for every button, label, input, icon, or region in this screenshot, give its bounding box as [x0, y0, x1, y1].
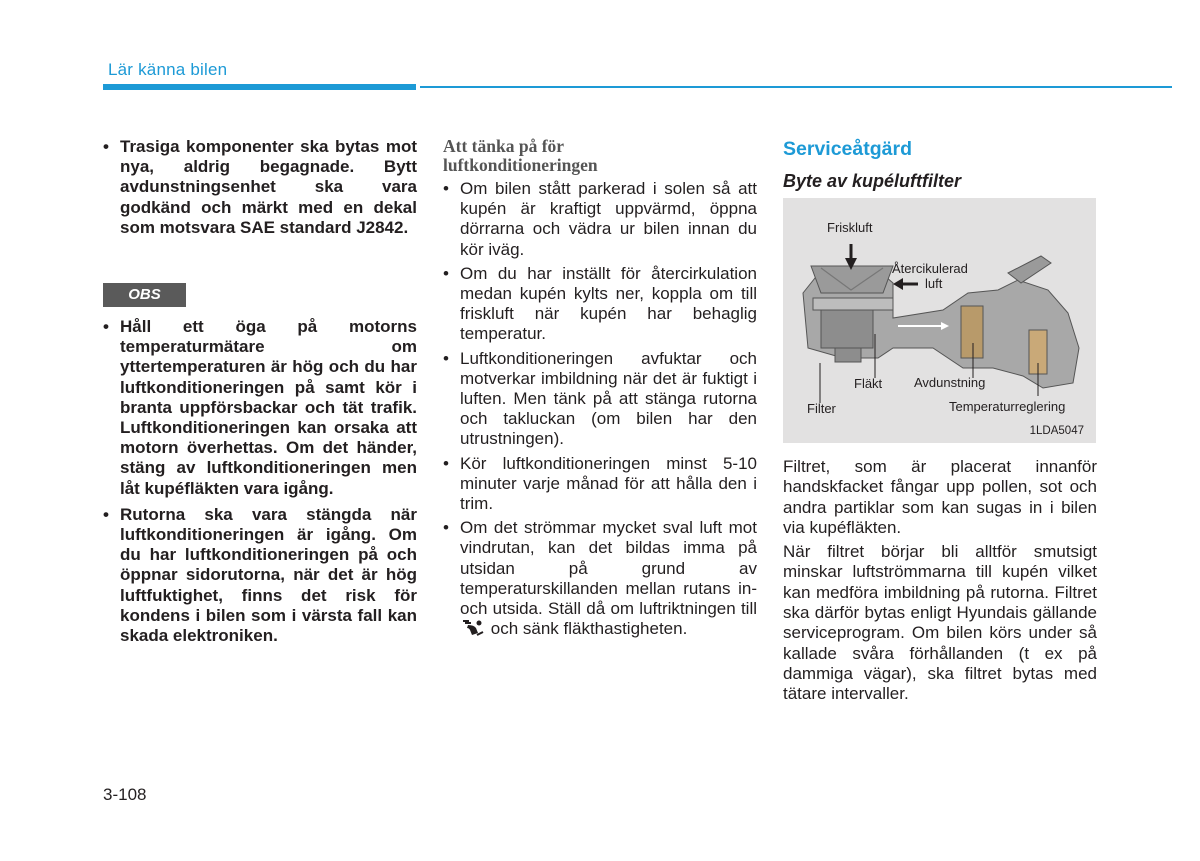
list-item: • Luftkonditioneringen avfuktar och motverkar imbildning när det är fuktigt i luften. Men tänk på att stänga rutorna och takluckan (om bilen har den utrustningen). — [443, 348, 757, 449]
bullet: • — [443, 179, 449, 198]
label-fan: Fläkt — [854, 376, 883, 391]
filter-description — [783, 457, 1097, 709]
paragraph: Filtret, som är placerat innanför handskfacket fångar upp pollen, sot och andra partiklar som kan sugas in i bilen via kupéfläkten. — [783, 457, 1097, 537]
label-recirculated-air: Återcikulerad luft — [892, 261, 968, 291]
label-filter: Filter — [807, 401, 836, 416]
list-item: • Trasiga komponenter ska bytas mot nya, aldrig begagnade. Bytt avdunstningsenhet ska vara godkänd och märkt med en dekal som motsvara SAE standard J2842. — [103, 137, 417, 237]
list-item: • Håll ett öga på motorns temperaturmätare om yttertemperaturen är hög och du har luftkonditioneringen på samt kör i branta uppförsbackar och tät trafik. Luftkonditioneringen kan orsaka att motorn överhettas. Om det händer, stäng av luftkonditioneringen men låt kupéfläkten vara igång. — [103, 317, 417, 498]
bullet: • — [103, 504, 109, 524]
section-title: Serviceåtgärd — [783, 138, 912, 160]
header-rule-thick — [103, 84, 416, 90]
list-item: • Om bilen stått parkerad i solen så att kupén är kraftigt uppvärmd, öppna dörrarna och vädra ur bilen innan du kör iväg. — [443, 179, 757, 259]
column-left-obs — [103, 317, 417, 652]
header-rule-thin — [420, 86, 1172, 88]
bullet: • — [103, 137, 109, 156]
label-fresh-air: Friskluft — [827, 220, 873, 235]
obs-list — [103, 317, 417, 646]
cabin-filter-diagram — [783, 198, 1096, 443]
label-temperature-control: Temperaturreglering — [949, 399, 1066, 414]
obs-badge: OBS — [103, 283, 186, 307]
bullet: • — [443, 453, 449, 473]
bullet: • — [443, 518, 449, 538]
bullet: • — [103, 317, 109, 336]
page-number: 3-108 — [103, 785, 147, 804]
column-right — [783, 137, 1097, 193]
windshield-airflow-icon — [460, 619, 486, 637]
column-middle — [443, 137, 757, 643]
warning-list — [103, 137, 417, 238]
list-item: • Kör luftkonditioneringen minst 5-10 minuter varje månad för att hålla den i trim. — [443, 453, 757, 514]
bullet: • — [443, 348, 449, 368]
list-item: • Rutorna ska vara stängda när luftkonditioneringen är igång. Om du har luftkonditioneringen på och öppnar sidorutorna, när det är hög luftfuktighet, finns det risk för kondens i bilen som i värsta fall kan skada elektroniken. — [103, 504, 417, 646]
section-header-title: Lär känna bilen — [108, 60, 228, 79]
figure-code: 1LDA5047 — [1029, 425, 1084, 437]
subsection-title: Byte av kupéluftfilter — [783, 171, 962, 191]
bullet: • — [443, 263, 449, 283]
label-evaporator: Avdunstning — [914, 375, 986, 390]
column-left — [103, 137, 417, 244]
section-heading: Att tänka på för luftkonditioneringen — [443, 136, 598, 175]
tips-list — [443, 179, 757, 639]
list-item: • Om du har inställt för återcirkulation medan kupén kylts ner, koppla om till friskluft när kupén har behaglig temperatur. — [443, 263, 757, 344]
list-item: • Om det strömmar mycket sval luft mot vindrutan, kan det bildas imma på utsidan på grund av temperaturskillanden mellan rutans in- och utsida. Ställ då om luftriktningen till och sänk fläkthastigheten. — [443, 518, 757, 639]
paragraph: När filtret börjar bli alltför smutsigt minskar luftströmmarna till kupén vilket kan medföra imbildning på rutorna. Filtret ska därför bytas enligt Hyundais gällande serviceprogram. Om bilen körs under så kallade svåra förhållanden (t ex på dammiga vägar), ska filtret bytas med tätare intervaller. — [783, 542, 1097, 704]
